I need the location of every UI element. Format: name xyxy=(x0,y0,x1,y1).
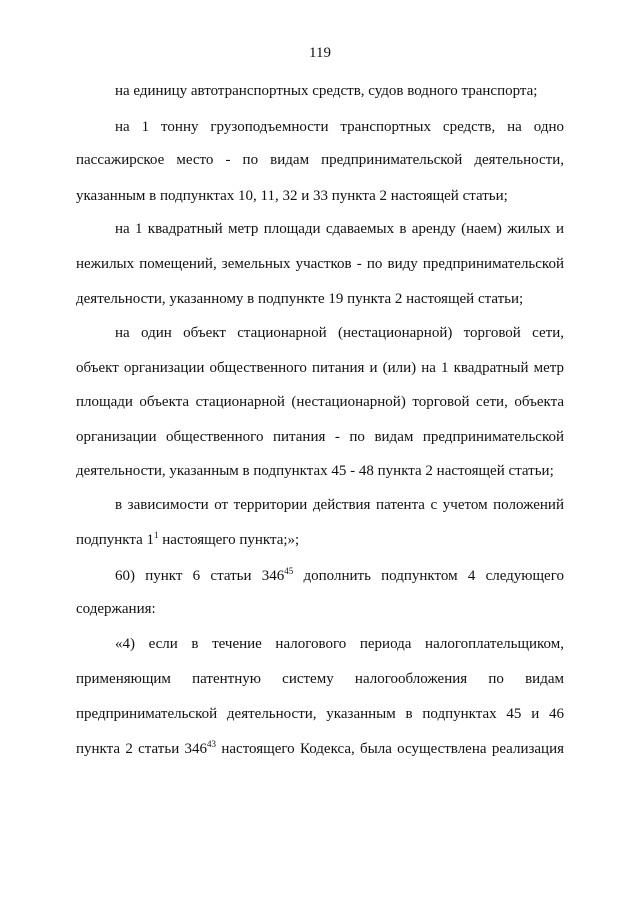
page-number: 119 xyxy=(309,45,331,61)
text-line: на один объект стационарной (нестационарной) торговой сети, xyxy=(115,325,564,341)
text-line: площади объекта стационарной (нестационарной) торговой сети, объекта xyxy=(76,394,564,410)
text-line: на единицу автотранспортных средств, судов водного транспорта; xyxy=(115,83,538,99)
text-line: объект организации общественного питания и (или) на 1 квадратный метр xyxy=(76,360,564,376)
text-run: подпункта 1 xyxy=(76,532,155,548)
text-line: деятельности, указанным в подпунктах 45 - 48 пункта 2 настоящей статьи; xyxy=(76,463,554,479)
text-run: настоящего пункта;»; xyxy=(158,532,300,548)
text-line xyxy=(76,739,564,759)
text-line: указанным в подпунктах 10, 11, 32 и 33 пункта 2 настоящей статьи; xyxy=(76,188,508,204)
text-line: организации общественного питания - по видам предпринимательской xyxy=(76,429,564,445)
superscript: 45 xyxy=(284,566,294,576)
text-line xyxy=(76,530,564,550)
text-run: дополнить подпунктом 4 следующего xyxy=(293,568,564,584)
superscript: 43 xyxy=(207,739,217,749)
superscript: 1 xyxy=(154,530,159,540)
text-line: «4) если в течение налогового периода налогоплательщиком, xyxy=(115,636,564,652)
text-line: деятельности, указанному в подпункте 19 пункта 2 настоящей статьи; xyxy=(76,291,524,307)
text-line: нежилых помещений, земельных участков - по виду предпринимательской xyxy=(76,256,564,272)
text-run: настоящего Кодекса, была осуществлена реализация xyxy=(216,741,565,757)
text-line: в зависимости от территории действия патента с учетом положений xyxy=(115,497,564,513)
text-run: пункта 2 статьи 346 xyxy=(76,741,208,757)
text-line: на 1 квадратный метр площади сдаваемых в аренду (наем) жилых и xyxy=(115,221,564,237)
text-run: 60) пункт 6 статьи 346 xyxy=(115,568,285,584)
text-line: применяющим патентную систему налогообложения по видам xyxy=(76,671,564,687)
text-line: на 1 тонну грузоподъемности транспортных средств, на одно xyxy=(115,119,564,135)
text-line: пассажирское место - по видам предпринимательской деятельности, xyxy=(76,152,564,168)
text-line xyxy=(115,566,564,586)
text-line: содержания: xyxy=(76,601,156,617)
text-line: предпринимательской деятельности, указанным в подпунктах 45 и 46 xyxy=(76,706,564,722)
